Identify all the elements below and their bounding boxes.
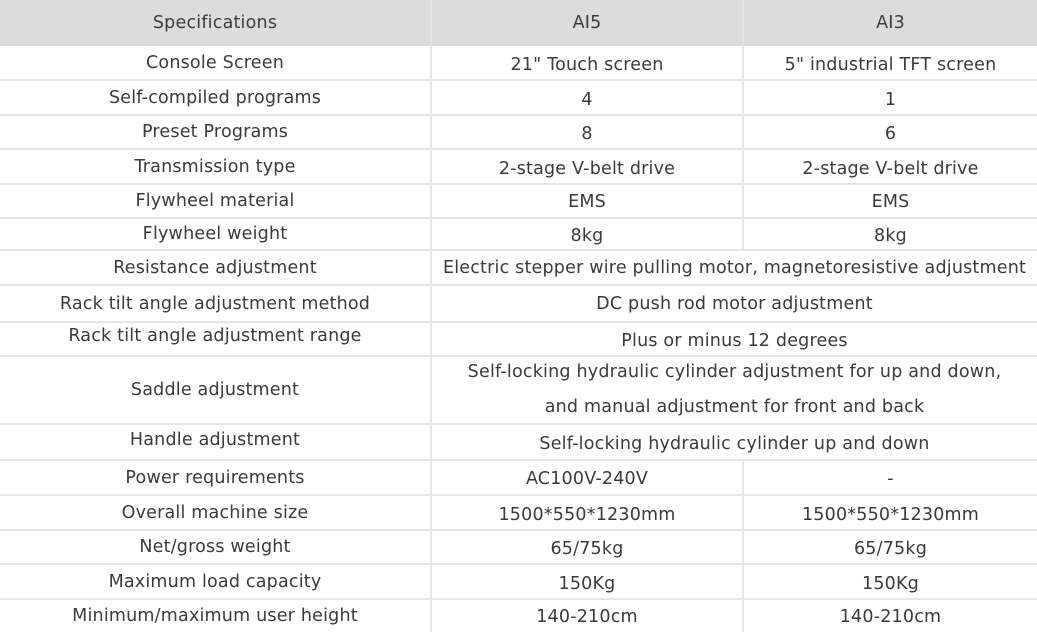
table-row <box>0 531 1037 563</box>
ai5-value: EMS <box>568 192 606 212</box>
ai5-value: 65/75kg <box>550 539 624 559</box>
spec-label: Transmission type <box>134 156 296 177</box>
table-row <box>0 81 1037 114</box>
ai3-value: 150Kg <box>862 573 919 594</box>
header-ai3: AI3 <box>744 0 1037 46</box>
ai3-value: 5" industrial TFT screen <box>784 54 997 75</box>
table-row <box>0 286 1037 321</box>
shared-value: DC push rod motor adjustment <box>596 293 873 314</box>
ai3-value: 140-210cm <box>839 607 942 627</box>
ai5-value: 4 <box>581 89 593 110</box>
table-row <box>0 425 1037 459</box>
ai5-value: AC100V-240V <box>525 468 649 489</box>
table-row <box>0 251 1037 284</box>
shared-value: Self-locking hydraulic cylinder up and down <box>539 434 930 454</box>
spec-label: Net/gross weight <box>139 537 291 557</box>
spec-label: Power requirements <box>125 467 305 488</box>
spec-label: Flywheel weight <box>142 224 288 244</box>
ai5-value: 2-stage V-belt drive <box>498 158 676 179</box>
shared-value: Electric stepper wire pulling motor, magnetoresistive adjustment <box>442 257 1027 278</box>
column-divider <box>430 0 432 632</box>
ai3-value: 2-stage V-belt drive <box>802 158 979 179</box>
ai3-value: 1500*550*1230mm <box>801 504 980 525</box>
column-divider <box>742 0 744 251</box>
ai3-value: 6 <box>884 124 897 144</box>
shared-value-line-1: Self-locking hydraulic cylinder adjustment for up and down, <box>467 362 1002 382</box>
spec-label: Saddle adjustment <box>130 380 300 400</box>
shared-value: Plus or minus 12 degrees <box>621 331 848 351</box>
table-row <box>0 496 1037 529</box>
table-row <box>0 116 1037 148</box>
spec-label: Maximum load capacity <box>108 571 322 592</box>
ai3-value: 1 <box>884 89 897 110</box>
table-row <box>0 357 1037 423</box>
spec-label: Flywheel material <box>135 191 295 211</box>
spec-label: Rack tilt angle adjustment method <box>59 293 371 314</box>
shared-value-line-2: and manual adjustment for front and back <box>544 397 925 417</box>
ai3-value: 65/75kg <box>853 539 928 559</box>
ai3-value: - <box>887 468 894 489</box>
ai5-value: 140-210cm <box>536 607 638 627</box>
spec-label: Console Screen <box>146 52 284 73</box>
ai3-value: EMS <box>871 192 910 212</box>
ai5-value: 8kg <box>570 226 604 246</box>
spec-label: Self-compiled programs <box>108 87 322 108</box>
spec-label: Minimum/maximum user height <box>72 606 358 626</box>
shared-value <box>432 357 1037 423</box>
header-ai5: AI5 <box>432 0 742 46</box>
ai5-value: 21" Touch screen <box>510 54 664 75</box>
table-row <box>0 323 1037 355</box>
table-row <box>0 185 1037 217</box>
table-row <box>0 150 1037 183</box>
header-specifications: Specifications <box>0 0 430 46</box>
spec-label: Overall machine size <box>121 502 309 523</box>
table-header <box>0 0 1037 46</box>
ai5-value: 150Kg <box>558 573 616 594</box>
table-row <box>0 219 1037 249</box>
table-row <box>0 600 1037 632</box>
ai5-value: 1500*550*1230mm <box>498 504 676 525</box>
column-divider <box>742 461 744 632</box>
table-row <box>0 565 1037 598</box>
ai3-value: 8kg <box>874 226 907 246</box>
spec-label: Handle adjustment <box>129 430 301 450</box>
table-row <box>0 46 1037 79</box>
spec-label: Resistance adjustment <box>113 257 317 278</box>
spec-label: Preset Programs <box>141 122 289 142</box>
ai5-value: 8 <box>581 124 593 144</box>
table-row <box>0 461 1037 494</box>
spec-label: Rack tilt angle adjustment range <box>68 326 362 346</box>
